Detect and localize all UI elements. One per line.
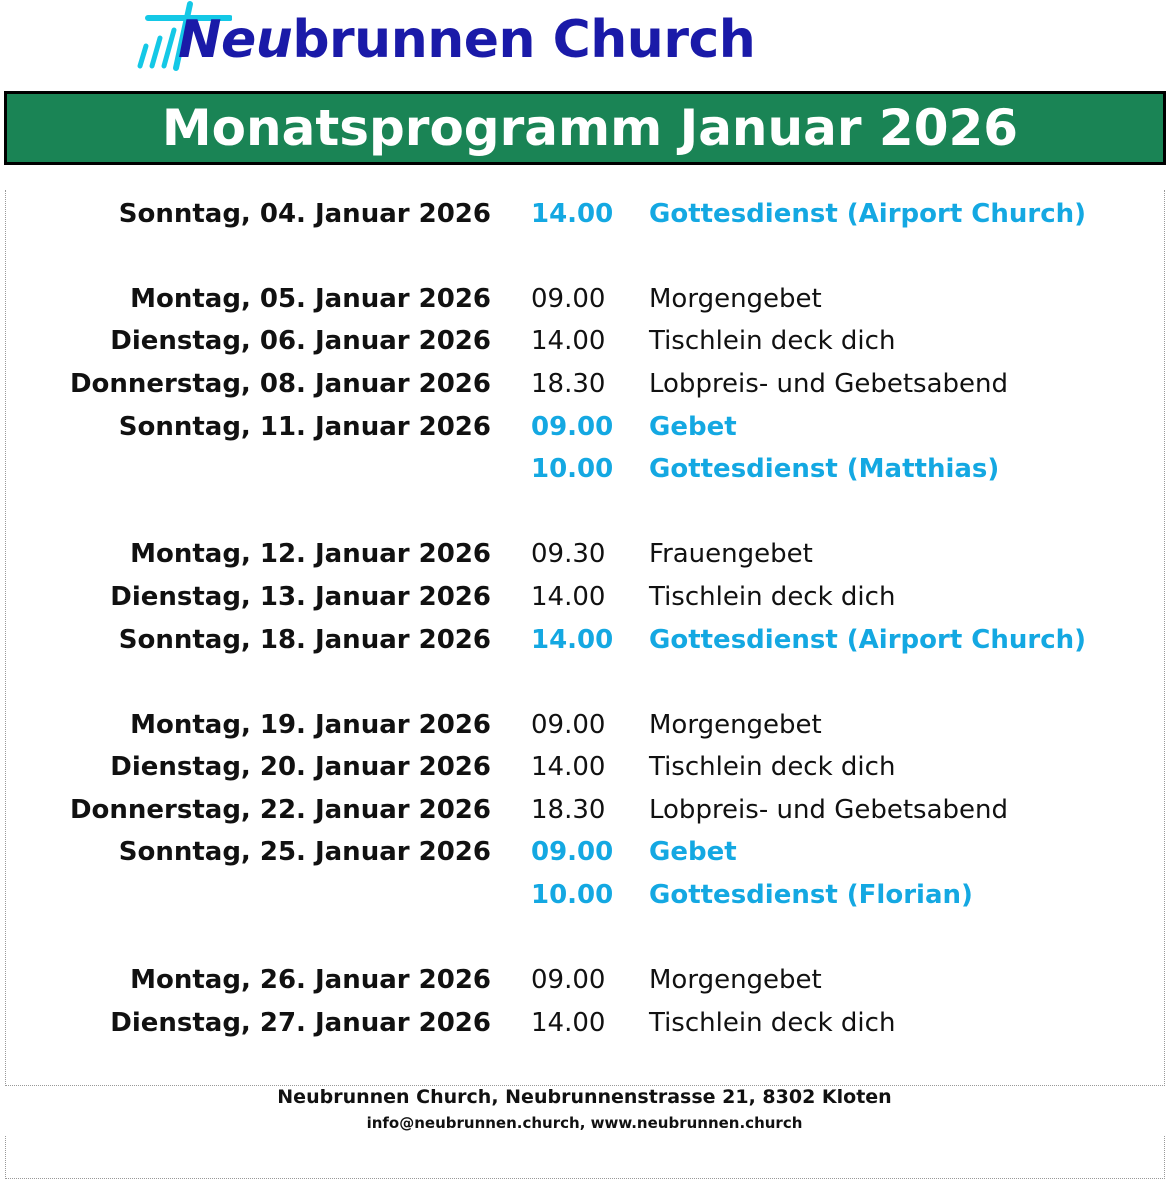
row-time: 14.00: [531, 1008, 606, 1038]
row-time: 14.00: [531, 582, 606, 612]
row-event: Gottesdienst (Airport Church): [649, 625, 1087, 655]
logo-suffix: brunnen Church: [292, 10, 756, 70]
schedule-row: [0, 620, 1169, 660]
schedule-row: [0, 449, 1169, 489]
schedule-row: [0, 875, 1169, 915]
row-event: Gebet: [649, 412, 737, 442]
title-banner: [4, 91, 1166, 165]
row-time: 18.30: [531, 369, 606, 399]
row-time: 09.00: [531, 710, 606, 740]
row-date: Dienstag, 13. Januar 2026: [110, 582, 491, 612]
row-date: Montag, 05. Januar 2026: [130, 284, 491, 314]
schedule-row: [0, 790, 1169, 830]
schedule-row: [0, 832, 1169, 872]
row-date: Donnerstag, 08. Januar 2026: [69, 369, 491, 399]
row-date: Dienstag, 27. Januar 2026: [110, 1008, 491, 1038]
row-event: Tischlein deck dich: [649, 1008, 896, 1038]
row-time: 14.00: [531, 326, 606, 356]
row-time: 09.30: [531, 539, 606, 569]
row-event: Morgengebet: [649, 284, 822, 314]
row-time: 09.00: [531, 284, 606, 314]
row-time: 14.00: [531, 199, 614, 229]
footer-contact: info@neubrunnen.church, www.neubrunnen.church: [366, 1114, 803, 1132]
schedule-row: [0, 1003, 1169, 1043]
row-date: Dienstag, 06. Januar 2026: [110, 326, 491, 356]
schedule-row: [0, 747, 1169, 787]
row-date: Sonntag, 25. Januar 2026: [118, 837, 491, 867]
row-time: 14.00: [531, 752, 606, 782]
row-date: Sonntag, 04. Januar 2026: [118, 199, 491, 229]
bottom-frame: [5, 1136, 1165, 1179]
schedule-row: [0, 960, 1169, 1000]
schedule-row: [0, 321, 1169, 361]
row-event: Gottesdienst (Matthias): [649, 454, 1000, 484]
schedule-row: [0, 577, 1169, 617]
row-time: 09.00: [531, 837, 614, 867]
row-time: 14.00: [531, 625, 614, 655]
row-date: Dienstag, 20. Januar 2026: [110, 752, 491, 782]
row-event: Morgengebet: [649, 710, 822, 740]
row-date: Montag, 19. Januar 2026: [130, 710, 491, 740]
schedule-row: [0, 534, 1169, 574]
logo-wordmark: [178, 10, 756, 70]
schedule-row: [0, 279, 1169, 319]
row-event: Frauengebet: [649, 539, 813, 569]
row-event: Lobpreis- und Gebetsabend: [649, 369, 1008, 399]
row-date: Donnerstag, 22. Januar 2026: [69, 795, 491, 825]
row-event: Tischlein deck dich: [649, 326, 896, 356]
row-date: Montag, 12. Januar 2026: [130, 539, 491, 569]
row-time: 09.00: [531, 965, 606, 995]
row-event: Lobpreis- und Gebetsabend: [649, 795, 1008, 825]
row-event: Gottesdienst (Florian): [649, 880, 973, 910]
page-title: Monatsprogramm Januar 2026: [161, 99, 1019, 157]
row-event: Gottesdienst (Airport Church): [649, 199, 1087, 229]
schedule-row: [0, 705, 1169, 745]
row-time: 18.30: [531, 795, 606, 825]
row-date: Montag, 26. Januar 2026: [130, 965, 491, 995]
row-event: Tischlein deck dich: [649, 582, 896, 612]
footer-address: Neubrunnen Church, Neubrunnenstrasse 21, 8302 Kloten: [277, 1086, 892, 1108]
schedule-row: [0, 364, 1169, 404]
row-time: 10.00: [531, 880, 614, 910]
schedule-row: [0, 407, 1169, 447]
church-logo: [132, 0, 772, 84]
schedule-row: [0, 194, 1169, 234]
row-event: Gebet: [649, 837, 737, 867]
row-time: 09.00: [531, 412, 614, 442]
row-event: Tischlein deck dich: [649, 752, 896, 782]
row-date: Sonntag, 11. Januar 2026: [118, 412, 491, 442]
row-event: Morgengebet: [649, 965, 822, 995]
logo-prefix: Neu: [178, 10, 293, 70]
row-date: Sonntag, 18. Januar 2026: [118, 625, 491, 655]
row-time: 10.00: [531, 454, 614, 484]
